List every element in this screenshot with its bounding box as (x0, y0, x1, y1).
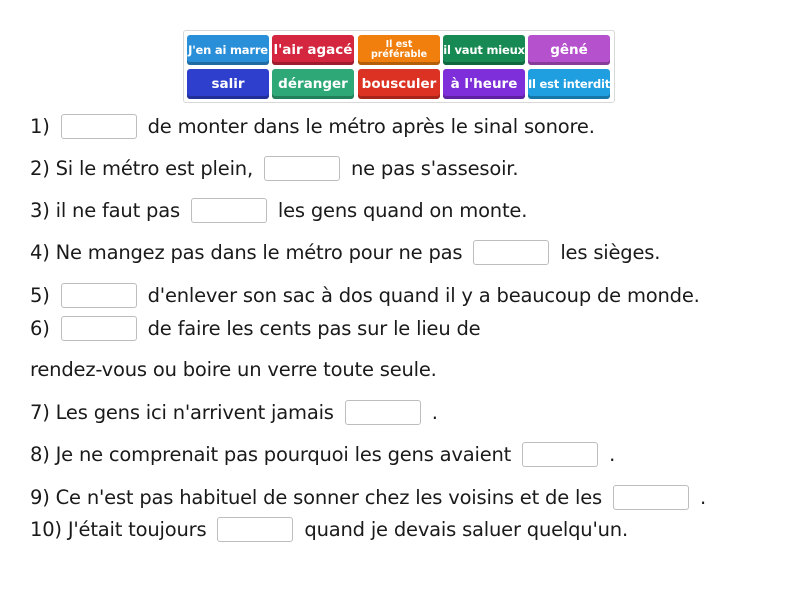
sentence-text-after: de monter dans le métro après le sinal sonore. (147, 114, 595, 138)
sentence-text-before: 5) (30, 283, 50, 307)
answer-blank[interactable] (473, 240, 549, 265)
word-tile[interactable]: déranger (272, 69, 354, 99)
word-tile[interactable]: il vaut mieux (443, 35, 525, 65)
word-bank (183, 30, 615, 103)
sentence-10 (30, 514, 628, 544)
sentence-text-after: de faire les cents pas sur le lieu de (147, 316, 481, 340)
answer-blank[interactable] (345, 400, 421, 425)
word-tile[interactable]: salir (187, 69, 269, 99)
sentence-3 (30, 195, 527, 225)
answer-blank[interactable] (61, 114, 137, 139)
sentence-text-after: les gens quand on monte. (277, 198, 528, 222)
sentence-text-before: 9) Ce n'est pas habituel de sonner chez les voisins et de les (30, 485, 603, 509)
sentence-7 (30, 397, 438, 427)
answer-blank[interactable] (264, 156, 340, 181)
sentence-text-before: 3) il ne faut pas (30, 198, 180, 222)
word-tile[interactable]: Il est préférable (358, 35, 440, 65)
sentence-6 (30, 313, 480, 343)
sentence-6-continuation (30, 354, 437, 384)
answer-blank[interactable] (61, 316, 137, 341)
sentence-text-after: ne pas s'assesoir. (350, 156, 519, 180)
word-tile[interactable]: l'air agacé (272, 35, 354, 65)
sentence-text-before: 7) Les gens ici n'arrivent jamais (30, 400, 334, 424)
sentence-text-after: . (431, 400, 438, 424)
sentence-text-before: 4) Ne mangez pas dans le métro pour ne pas (30, 240, 463, 264)
sentence-text-before: 10) J'était toujours (30, 517, 207, 541)
sentence-text-continuation: rendez-vous ou boire un verre toute seule. (30, 357, 437, 381)
answer-blank[interactable] (191, 198, 267, 223)
word-tile[interactable]: J'en ai marre (187, 35, 269, 65)
word-tile[interactable]: à l'heure (443, 69, 525, 99)
sentence-text-after: les sièges. (560, 240, 661, 264)
word-tile[interactable]: bousculer (358, 69, 440, 99)
answer-blank[interactable] (61, 283, 137, 308)
sentence-1 (30, 111, 595, 141)
sentence-8 (30, 439, 615, 469)
sentence-9 (30, 482, 706, 512)
answer-blank[interactable] (522, 442, 598, 467)
sentence-text-before: 2) Si le métro est plein, (30, 156, 253, 180)
sentence-2 (30, 153, 518, 183)
sentence-text-before: 8) Je ne comprenait pas pourquoi les gens avaient (30, 442, 512, 466)
sentence-text-before: 1) (30, 114, 50, 138)
sentence-text-after: quand je devais saluer quelqu'un. (304, 517, 628, 541)
sentence-5 (30, 280, 700, 310)
sentence-text-after: . (700, 485, 707, 509)
sentence-text-before: 6) (30, 316, 50, 340)
sentence-4 (30, 237, 660, 267)
word-tile[interactable]: gêné (528, 35, 610, 65)
sentence-text-after: d'enlever son sac à dos quand il y a beaucoup de monde. (147, 283, 700, 307)
word-tile[interactable]: Il est interdit (528, 69, 610, 99)
answer-blank[interactable] (613, 485, 689, 510)
sentence-text-after: . (609, 442, 616, 466)
answer-blank[interactable] (217, 517, 293, 542)
